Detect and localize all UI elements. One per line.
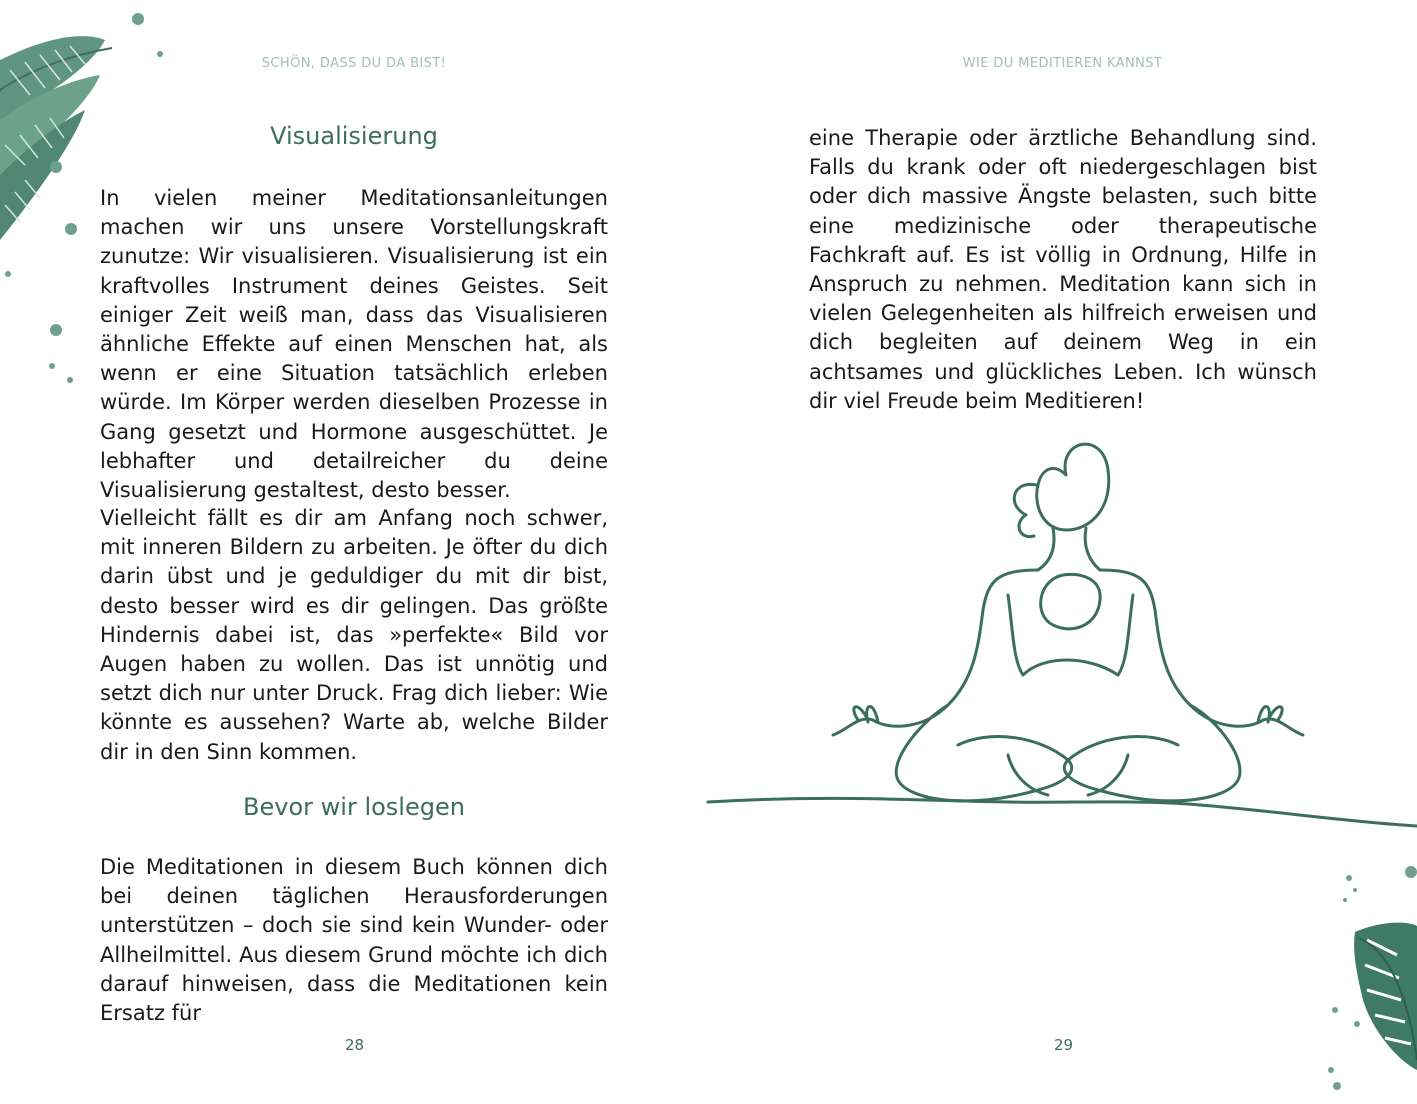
right-page xyxy=(708,0,1417,1104)
running-head: SCHÖN, DASS DU DA BIST! xyxy=(261,56,447,71)
meditation-figure-illustration xyxy=(708,430,1417,850)
paragraph-continuation: eine Therapie oder ärztliche Behandlung sind. Falls du krank oder oft niedergeschlagen bist oder dich massive Ängste belasten, such bitte eine medizinische oder therapeutische Fachkraft auf. Es ist völlig in Ordnung, Hilfe in Anspruch zu nehmen. Meditation kann sich in vielen Gelegenheiten als hilfreich erweisen und dich begleiten auf deinem Weg in ein achtsames und glückliches Leben. Ich wünsch dir viel Freude beim Meditieren! xyxy=(809,126,1317,413)
paragraph-visualisierung: In vielen meiner Meditationsanleitungen machen wir uns unsere Vorstellungskraft zunutze: Wir visualisieren. Visualisierung ist ein kraftvolles Instrument deines Geistes. Seit einiger Zeit weiß man, dass das Visualisieren ähnliche Effekte auf einen Menschen hat, als wenn er eine Situation tatsächlich erleben würde. Im Körper werden dieselben Prozesse in Gang gesetzt und Hormone ausgeschüttet. Je lebhafter und detailreicher du deine Visualisierung gestaltest, desto besser. xyxy=(100,186,608,503)
heading-bevor-wir-loslegen: Bevor wir loslegen xyxy=(243,793,465,821)
heading-visualisierung: Visualisierung xyxy=(270,122,438,150)
monstera-leaf-illustration xyxy=(1327,860,1417,1100)
page-number: 28 xyxy=(345,1036,365,1054)
paragraph-hinweis: Die Meditationen in diesem Buch können dich bei deinen täglichen Herausforderungen unterstützen – doch sie sind kein Wunder- oder Allheilmittel. Aus diesem Grund möchte ich dich darauf hinweisen, dass die Meditationen kein Ersatz für xyxy=(100,855,608,1026)
running-head: WIE DU MEDITIEREN KANNST xyxy=(962,56,1163,71)
decorative-dots xyxy=(0,260,90,380)
page-number: 29 xyxy=(1054,1036,1074,1054)
paragraph-innere-bilder: Vielleicht fällt es dir am Anfang noch schwer, mit inneren Bildern zu arbeiten. Je öfter du dich darin übst und je geduldiger du mit dir bist, desto besser wird es dir gelingen. Das größte Hindernis dabei ist, das »perfekte« Bild vor Augen haben zu wollen. Das ist unnötig und setzt dich nur unter Druck. Frag dich lieber: Wie könnte es aussehen? Warte ab, welche Bilder dir in den Sinn kommen. xyxy=(100,506,608,764)
left-page xyxy=(0,0,708,1104)
